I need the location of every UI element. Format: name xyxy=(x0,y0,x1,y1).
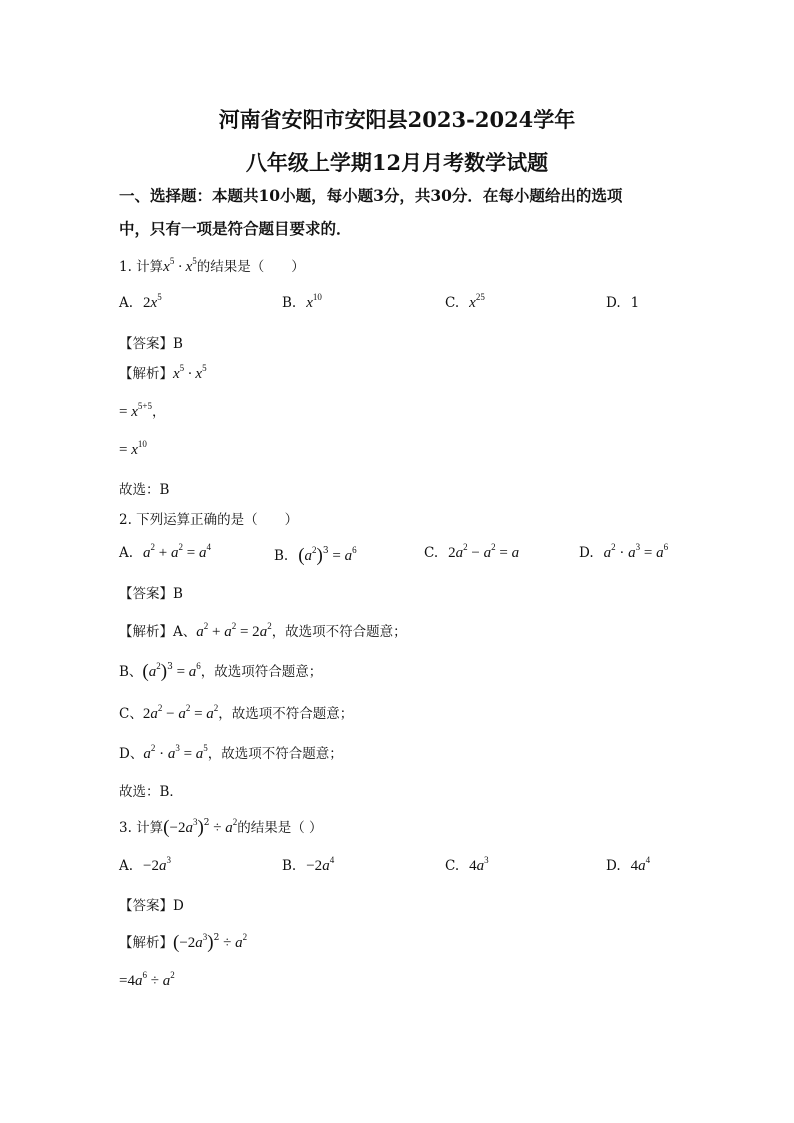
q2-b-suffix: ，故选项符合题意； xyxy=(200,664,323,680)
option-label: B. xyxy=(274,548,289,564)
answer-value: B xyxy=(173,336,183,352)
analysis-label: 【解析】 xyxy=(119,624,173,640)
q3-step-1: $=4a^6 \div a^2$ xyxy=(119,970,175,989)
q3-stem: 3. 计算$(-2a^3)^2 \div a^2$的结果是（ ） xyxy=(119,817,323,838)
option-label: C. xyxy=(445,858,460,874)
q1-step-2: = $x^{10}$ xyxy=(119,439,147,458)
q2-c-suffix: ，故选项不符合题意； xyxy=(218,706,354,722)
analysis-label: 【解析】 xyxy=(119,366,173,382)
q1-option-a: A. $2x^5$ xyxy=(119,292,162,311)
q2-option-c: C. $2a^2 - a^2 = a$ xyxy=(424,542,520,561)
option-label: A. xyxy=(119,295,134,311)
option-label: A. xyxy=(119,858,134,874)
q1-stem xyxy=(119,255,305,276)
section-heading-line-2: 中，只有一项是符合题目要求的． xyxy=(119,219,352,238)
option-label: B. xyxy=(282,295,297,311)
q2-d-suffix: ，故选项不符合题意； xyxy=(207,746,343,762)
option-label: D. xyxy=(606,858,621,874)
choose-label: 故选： xyxy=(119,482,160,498)
q2-d-prefix: D、 xyxy=(119,746,144,762)
q1-analysis: 【解析】$x^5 \cdot x^5$ xyxy=(119,363,207,382)
q1-suffix: 的结果是（ ） xyxy=(196,259,305,275)
q3-option-b: B. $-2a^4$ xyxy=(282,855,335,874)
q2-answer xyxy=(119,582,183,602)
option-label: B. xyxy=(282,858,297,874)
answer-value: D xyxy=(173,898,184,914)
q2-stem: 2. 下列运算正确的是（ ） xyxy=(119,512,299,528)
q3-analysis: 【解析】$(-2a^3)^2 \div a^2$ xyxy=(119,932,248,953)
q2-a-prefix: A、 xyxy=(173,624,197,640)
q3-answer xyxy=(119,894,184,914)
q1-choose xyxy=(119,478,169,498)
q3-option-c: C. $4a^3$ xyxy=(445,855,489,874)
q2-option-b: B. $(a^2)^3 = a^6$ xyxy=(274,545,357,566)
analysis-label: 【解析】 xyxy=(119,935,173,951)
q3-option-d: D. $4a^4$ xyxy=(606,855,651,874)
q2-b-prefix: B、 xyxy=(119,664,143,680)
q2-a-suffix: ，故选项不符合题意； xyxy=(271,624,407,640)
q1-option-d xyxy=(606,295,639,311)
answer-label: 【答案】 xyxy=(119,898,173,914)
q2-option-a: A. $a^2 + a^2 = a^4$ xyxy=(119,542,211,561)
q2-c-prefix: C、 xyxy=(119,706,143,722)
q1-expression: $x^5 \cdot x^5$ xyxy=(163,256,197,275)
q1-prefix: 1. 计算 xyxy=(119,259,164,275)
q1-option-b: B. $x^{10}$ xyxy=(282,292,322,311)
q1-option-c: C. $x^{25}$ xyxy=(445,292,485,311)
q3-option-a: A. $-2a^3$ xyxy=(119,855,172,874)
q2-analysis-d: D、$a^2 \cdot a^3 = a^5$，故选项不符合题意； xyxy=(119,743,343,762)
title-line-2: 八年级上学期12月月考数学试题 xyxy=(245,150,549,175)
choose-value: B． xyxy=(159,784,183,800)
answer-value: B xyxy=(173,586,183,602)
option-label: A. xyxy=(119,545,134,561)
q2-analysis-c: C、$2a^2 - a^2 = a^2$，故选项不符合题意； xyxy=(119,703,354,722)
answer-label: 【答案】 xyxy=(119,336,173,352)
option-label: D. xyxy=(606,295,621,311)
choose-label: 故选： xyxy=(119,784,160,800)
q2-option-d: D. $a^2 \cdot a^3 = a^6$ xyxy=(579,542,669,561)
q2-analysis-b: B、$(a^2)^3 = a^6$，故选项符合题意； xyxy=(119,661,323,682)
answer-label: 【答案】 xyxy=(119,586,173,602)
option-label: C. xyxy=(445,295,460,311)
option-label: C. xyxy=(424,545,439,561)
choose-value: B xyxy=(159,482,170,498)
q2-analysis-a: 【解析】A、$a^2 + a^2 = 2a^2$，故选项不符合题意； xyxy=(119,621,407,640)
q3-suffix: 的结果是（ ） xyxy=(237,820,323,836)
title-line-1: 河南省安阳市安阳县2023-2024学年 xyxy=(218,107,576,132)
q2-choose xyxy=(119,780,183,800)
q1-answer xyxy=(119,332,183,352)
option-label: D. xyxy=(579,545,594,561)
q1-option-d-text: 1 xyxy=(630,295,640,311)
section-heading-line-1: 一、选择题：本题共10小题，每小题3分，共30分．在每小题给出的选项 xyxy=(119,186,623,205)
q3-prefix: 3. 计算 xyxy=(119,820,164,836)
q1-step-1: = $x^{5+5}$， xyxy=(119,401,166,420)
